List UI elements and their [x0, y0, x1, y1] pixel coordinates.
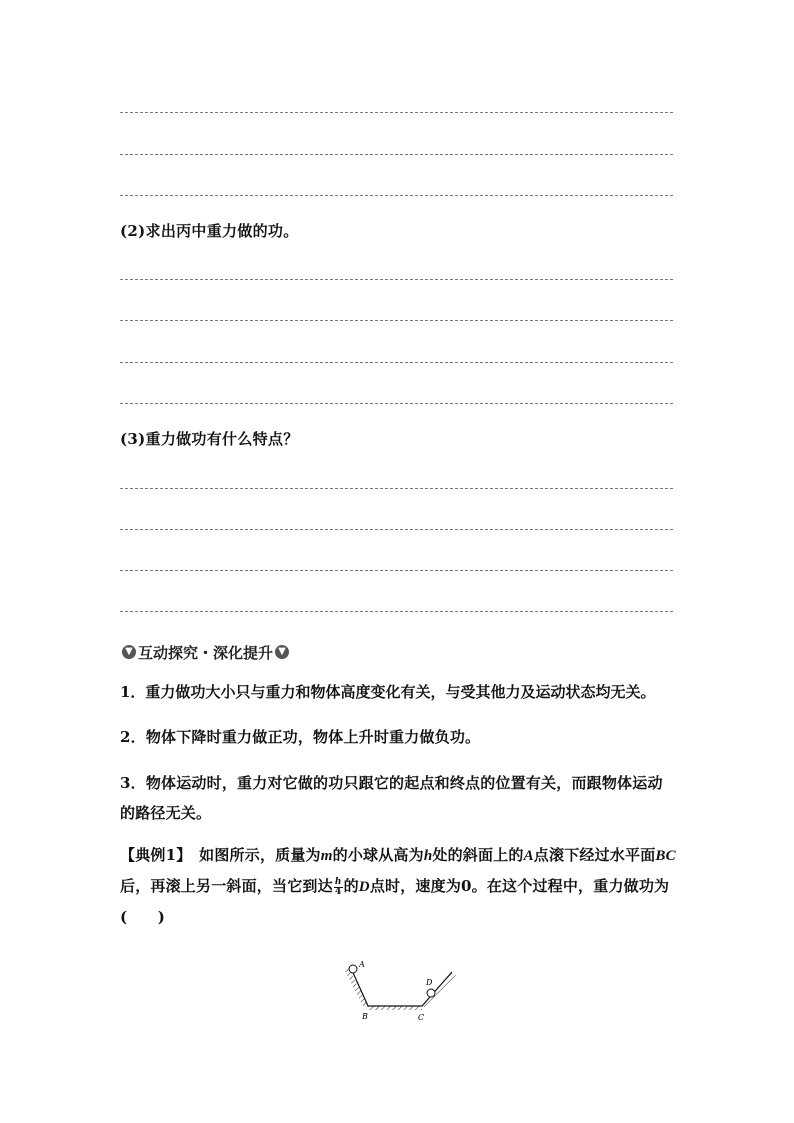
label-b: B — [362, 1012, 368, 1021]
ball-d — [427, 989, 435, 997]
chevron-down-icon: ▼ — [122, 645, 136, 659]
answer-line — [120, 529, 673, 530]
label-c: C — [418, 1013, 425, 1022]
label-d: D — [426, 978, 433, 987]
answer-line — [120, 279, 673, 280]
answer-line — [120, 112, 673, 113]
left-slope-hatch — [344, 967, 368, 1008]
answer-line — [120, 320, 673, 321]
track-outline — [350, 966, 452, 1006]
answer-line — [120, 154, 673, 155]
answer-line — [120, 611, 673, 612]
question-2: (2)求出丙中重力做的功。 — [120, 222, 299, 240]
answer-line — [120, 195, 673, 196]
answer-line — [120, 403, 673, 404]
answer-line — [120, 570, 673, 571]
point-3: 3．物体运动时，重力对它做的功只跟它的起点和终点的位置有关，而跟物体运动的路径无关。 — [120, 774, 663, 822]
example-tag: 【典例1】 — [120, 846, 184, 864]
incline-figure — [334, 955, 464, 1030]
example-problem: 【典例1】 如图所示，质量为m的小球从高为h处的斜面上的A点滚下经过水平面BC后，再滚上另一斜面，当它到达 $\frac{h}{4}$ 的D点时，速度为0。在这个过程中，重力做功为( ) — [120, 846, 676, 926]
section-title: 互动探究・深化提升 — [138, 643, 274, 662]
answer-line — [120, 488, 673, 489]
question-3: (3)重力做功有什么特点？ — [120, 430, 299, 448]
section-heading — [120, 643, 291, 661]
point-1: 1．重力做功大小只与重力和物体高度变化有关，与受其他力及运动状态均无关。 — [120, 683, 656, 701]
ball-a — [349, 965, 357, 973]
fraction-h-over-4: $\frac{h}{4}$ — [334, 876, 342, 897]
chevron-down-icon: ▼ — [275, 645, 289, 659]
label-a: A — [359, 960, 365, 969]
answer-line — [120, 362, 673, 363]
point-2: 2．物体下降时重力做正功，物体上升时重力做负功。 — [120, 728, 481, 746]
